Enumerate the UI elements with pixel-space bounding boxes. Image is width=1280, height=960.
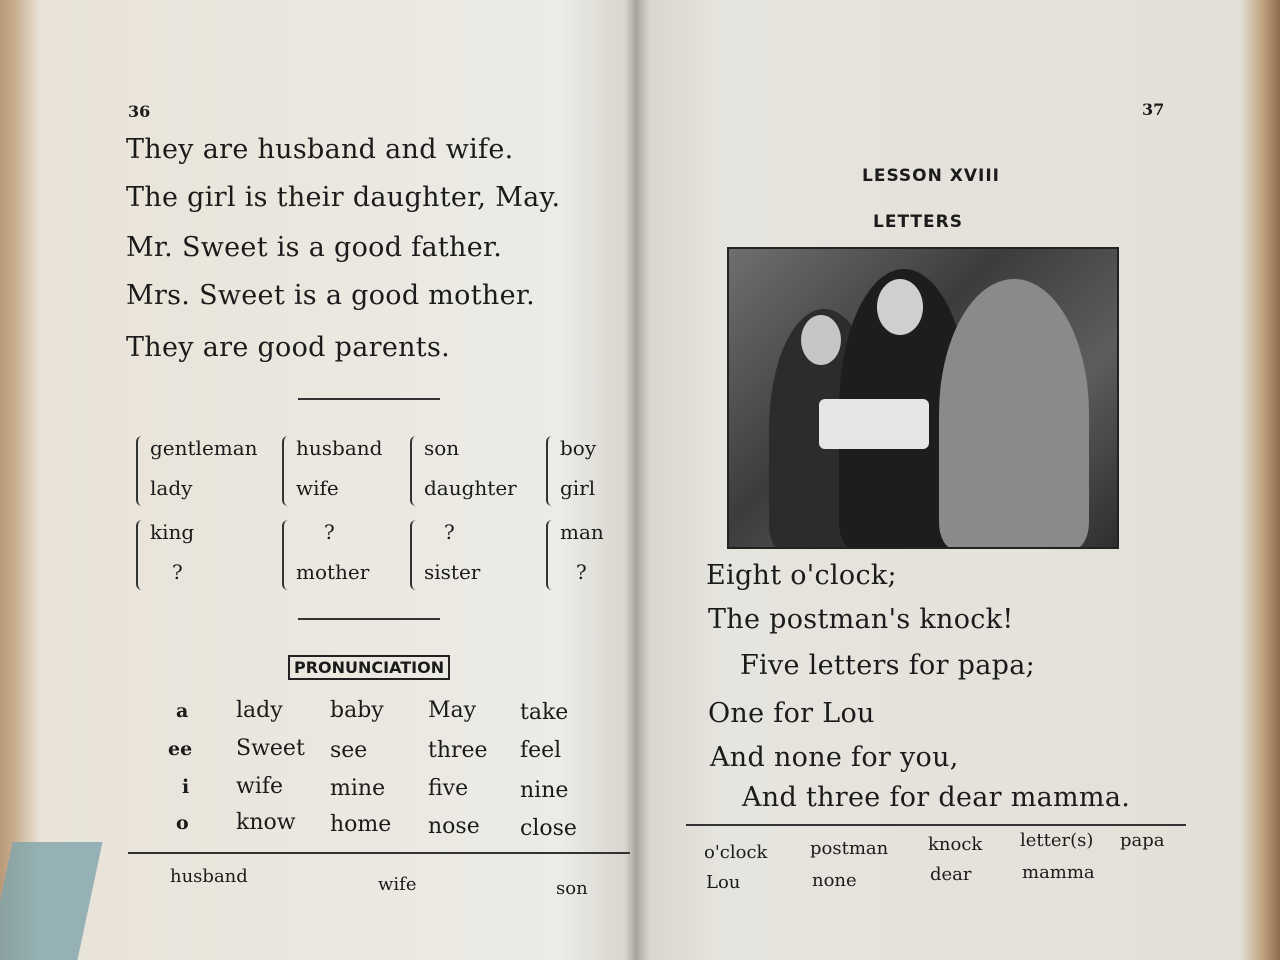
word-pair xyxy=(296,436,382,506)
poem-line: The postman's knock! xyxy=(708,604,1014,635)
vowel-label: i xyxy=(182,776,190,798)
text-line: They are husband and wife. xyxy=(126,134,514,165)
text-line: The girl is their daughter, May. xyxy=(126,182,561,213)
pron-word: lady xyxy=(236,698,283,723)
pron-word: see xyxy=(330,738,368,763)
vocab-word: dear xyxy=(930,864,972,885)
divider xyxy=(298,618,440,620)
pron-word: May xyxy=(428,698,477,723)
figure-postman xyxy=(939,279,1089,549)
pair-bottom: wife xyxy=(296,476,339,500)
pron-word: nine xyxy=(520,778,569,803)
pron-word: home xyxy=(330,812,392,837)
vowel-label: o xyxy=(176,812,189,834)
vocab-word: postman xyxy=(810,838,889,859)
poem-line: Five letters for papa; xyxy=(740,650,1036,681)
word-pair xyxy=(424,436,517,506)
pronunciation-heading: PRONUNCIATION xyxy=(288,655,450,680)
vocab-word: Lou xyxy=(706,872,741,893)
text-line: Mrs. Sweet is a good mother. xyxy=(126,280,535,311)
word-pair xyxy=(296,520,369,590)
pron-word: mine xyxy=(330,776,386,801)
divider xyxy=(298,398,440,400)
pair-bottom: girl xyxy=(560,476,596,500)
vocab-word: none xyxy=(812,870,857,891)
page-number-right: 37 xyxy=(1142,100,1165,119)
pair-top: ? xyxy=(324,520,335,544)
word-pair xyxy=(150,520,194,590)
letters-paper xyxy=(819,399,929,449)
pair-bottom: sister xyxy=(424,560,481,584)
lesson-heading: LESSON XVIII xyxy=(862,166,1001,186)
vocab-word: o'clock xyxy=(704,842,768,863)
face-left xyxy=(801,315,841,365)
pair-bottom: daughter xyxy=(424,476,517,500)
vocab-word: papa xyxy=(1120,830,1165,851)
word-pair xyxy=(560,520,604,590)
vowel-label: ee xyxy=(168,738,193,760)
vocab-word: son xyxy=(556,878,588,899)
pron-word: take xyxy=(520,700,569,725)
word-pair xyxy=(150,436,258,506)
vocab-word: letter(s) xyxy=(1020,830,1094,851)
pron-word: nose xyxy=(428,814,480,839)
pair-top: husband xyxy=(296,436,383,460)
vocab-word: husband xyxy=(170,866,248,887)
poem-line: And three for dear mamma. xyxy=(742,782,1131,813)
poem-line: Eight o'clock; xyxy=(706,560,897,591)
text-line: Mr. Sweet is a good father. xyxy=(126,232,503,263)
poem-line: One for Lou xyxy=(708,698,875,729)
poem-line: And none for you, xyxy=(710,742,959,773)
word-pair xyxy=(560,436,596,506)
vowel-label: a xyxy=(176,700,189,722)
pron-word: wife xyxy=(236,774,284,799)
pron-word: baby xyxy=(330,698,384,723)
pron-word: know xyxy=(236,810,296,835)
pair-top: gentleman xyxy=(150,436,258,460)
pair-top: man xyxy=(560,520,604,544)
lesson-title: LETTERS xyxy=(873,212,963,232)
pair-bottom: ? xyxy=(576,560,587,584)
pron-word: close xyxy=(520,816,577,841)
vocab-word: mamma xyxy=(1022,862,1095,883)
pair-top: boy xyxy=(560,436,597,460)
divider xyxy=(686,824,1186,826)
pair-top: son xyxy=(424,436,460,460)
vocab-word: knock xyxy=(928,834,983,855)
vocab-word: wife xyxy=(378,874,417,895)
illustration-photo xyxy=(727,247,1119,549)
text-line: They are good parents. xyxy=(126,332,450,363)
pron-word: Sweet xyxy=(236,736,305,761)
pron-word: three xyxy=(428,738,488,763)
pair-bottom: mother xyxy=(296,560,370,584)
pair-top: ? xyxy=(444,520,455,544)
word-pair xyxy=(424,520,480,590)
pair-top: king xyxy=(150,520,195,544)
face-center xyxy=(877,279,923,335)
pron-word: five xyxy=(428,776,469,801)
pair-bottom: ? xyxy=(172,560,183,584)
pron-word: feel xyxy=(520,738,562,763)
divider xyxy=(128,852,630,854)
pair-bottom: lady xyxy=(150,476,193,500)
page-number-left: 36 xyxy=(128,102,151,121)
bookmark-tab xyxy=(0,842,103,960)
